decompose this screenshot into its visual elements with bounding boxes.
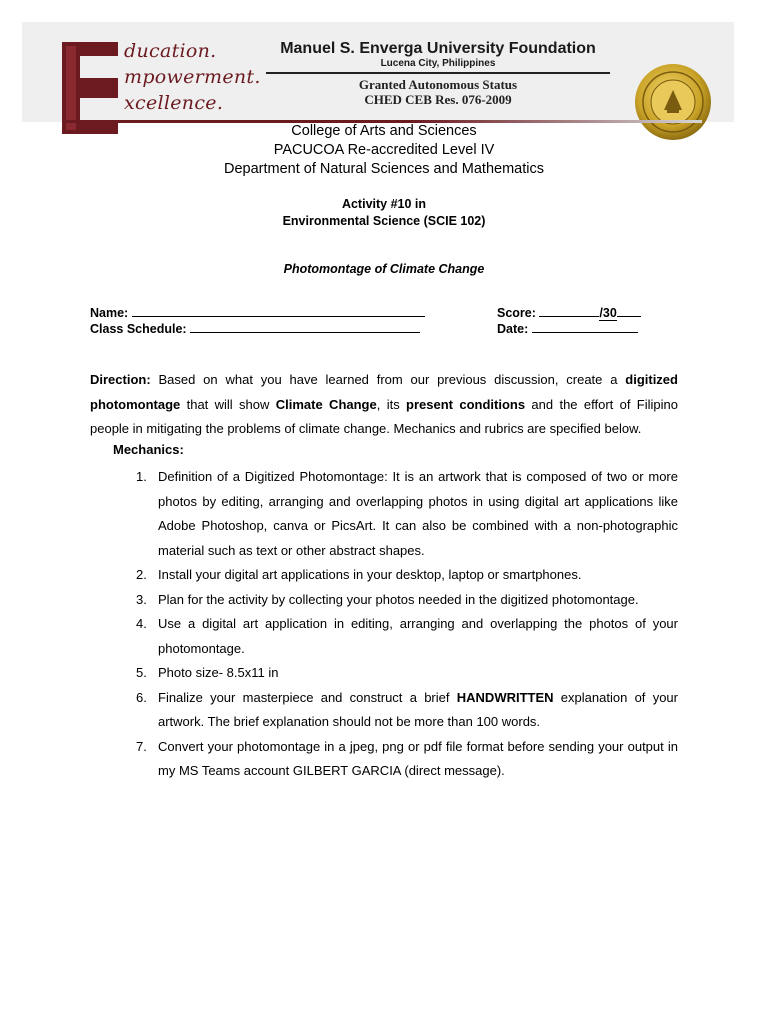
college-name: College of Arts and Sciences [291, 123, 477, 139]
motto-education: ducation. [124, 40, 217, 62]
activity-subtitle: Photomontage of Climate Change [283, 262, 485, 276]
direction-label: Direction: [90, 372, 151, 387]
list-item-text: Plan for the activity by collecting your photos needed in the digitized photomontage. [158, 591, 639, 607]
list-number: 2. [136, 567, 147, 582]
direction-bold-1: digitized photomontage [90, 372, 678, 412]
date-blank[interactable] [532, 320, 638, 333]
direction-text-2: that will show [180, 396, 276, 412]
list-item-text: Install your digital art applications in your desktop, laptop or smartphones. [158, 567, 582, 582]
list-item [136, 686, 678, 735]
ched-resolution: CHED CEB Res. 076-2009 [364, 92, 512, 107]
list-item-text: Finalize your masterpiece and construct a brief [158, 689, 457, 705]
date-label: Date: [497, 322, 529, 336]
score-total: /30 [599, 306, 617, 320]
name-field [90, 304, 425, 320]
score-field [497, 304, 641, 320]
list-item [136, 588, 678, 613]
list-number: 3. [136, 591, 147, 607]
date-field [497, 320, 638, 336]
handwritten-emphasis: HANDWRITTEN [456, 689, 554, 705]
score-blank[interactable] [539, 304, 599, 317]
list-number: 7. [136, 738, 147, 754]
list-item [136, 661, 678, 686]
direction-bold-2: Climate Change [275, 396, 377, 412]
list-number: 4. [136, 616, 147, 631]
list-item [136, 465, 678, 563]
list-number: 6. [136, 689, 147, 705]
list-number: 1. [136, 469, 147, 484]
mechanics-title: Mechanics: [113, 442, 184, 457]
motto [124, 38, 274, 116]
score-label: Score: [497, 306, 536, 320]
list-item [136, 735, 678, 784]
list-item [136, 563, 678, 588]
direction-paragraph [90, 368, 678, 442]
course-title: Environmental Science (SCIE 102) [282, 214, 486, 228]
score-tail-line [617, 304, 641, 317]
mechanics-list [136, 465, 678, 784]
schedule-field [90, 320, 420, 336]
list-item [136, 612, 678, 661]
motto-empowerment: mpowerment. [124, 66, 261, 88]
list-item-text: Convert your photomontage in a jpeg, png or pdf file format before sending your output in my MS Teams account GILBERT GARCIA (direct message). [158, 738, 678, 778]
activity-number: Activity #10 in [341, 197, 427, 211]
list-item-text: Photo size- 8.5x11 in [158, 665, 279, 680]
autonomous-status: Granted Autonomous Status [358, 77, 518, 92]
header-rule [266, 72, 610, 74]
university-name: Manuel S. Enverga University Foundation [280, 40, 596, 57]
direction-text-4: and the effort of Filipino people in mitigating the problems of climate change. Mechanics and rubrics are specified below. [90, 396, 678, 436]
department-name: Department of Natural Sciences and Mathematics [224, 161, 544, 177]
name-label: Name: [90, 306, 129, 320]
list-item-text-rest: explanation of your artwork. The brief explanation should not be more than 100 words. [158, 689, 678, 729]
direction-text-1: Based on what you have learned from our previous discussion, create a [158, 372, 626, 387]
university-city: Lucena City, Philippines [380, 58, 496, 69]
schedule-blank[interactable] [190, 320, 420, 333]
direction-text-3: , its [376, 396, 407, 412]
university-block [266, 40, 610, 107]
list-item-text: Use a digital art application in editing, arranging and overlapping the photos of your photomontage. [158, 616, 678, 656]
header-banner [22, 22, 734, 122]
accreditation: PACUCOA Re-accredited Level IV [273, 142, 495, 158]
list-number: 5. [136, 665, 147, 680]
list-item-text: Definition of a Digitized Photomontage: It is an artwork that is composed of two or more photos by editing, arranging and overlapping photos in using digital art applications like Adobe Photoshop, canva or PicsArt. It can also be combined with a non-photographic material such as text or other abstract shapes. [158, 469, 678, 558]
schedule-label: Class Schedule: [90, 322, 187, 336]
motto-excellence: xcellence. [124, 92, 224, 114]
direction-bold-3: present conditions [406, 396, 526, 412]
name-blank[interactable] [132, 304, 425, 317]
